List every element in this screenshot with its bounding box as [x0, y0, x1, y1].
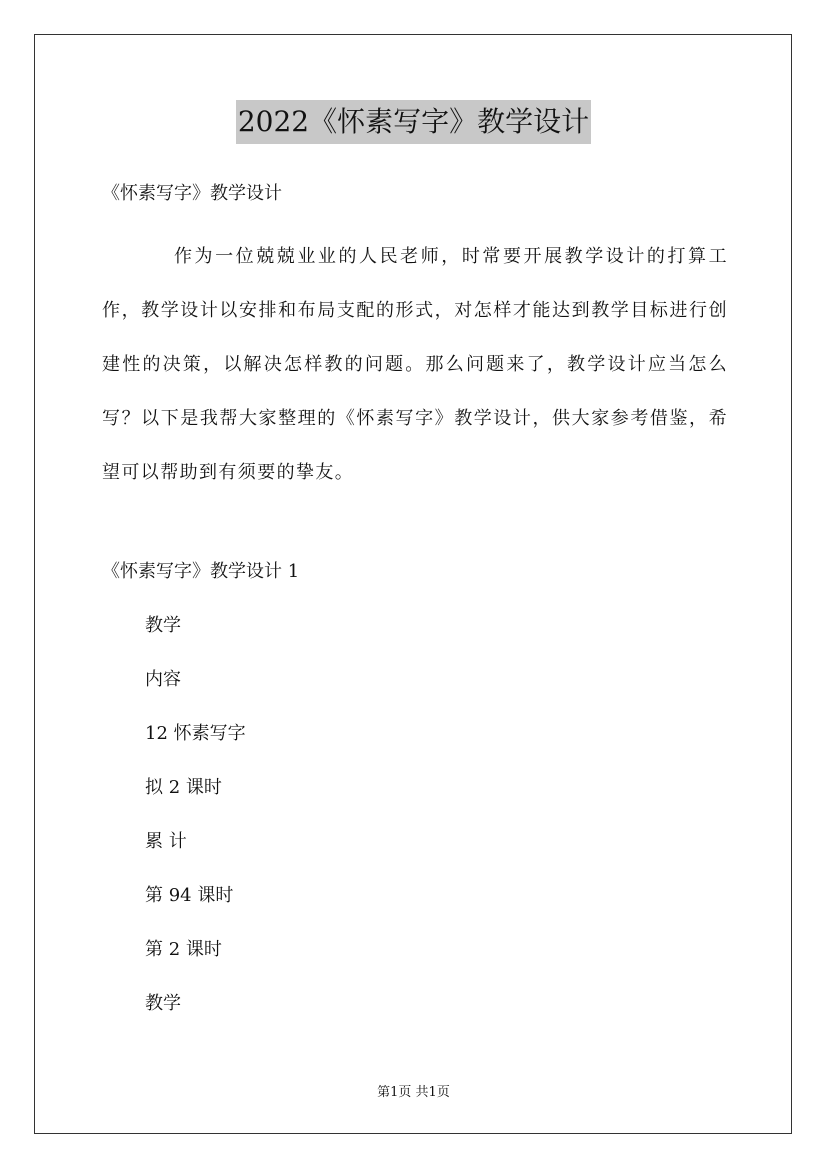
list-item: 教学 [145, 615, 181, 636]
list-item: 教学 [145, 993, 181, 1014]
list-item: 第 2 课时 [145, 939, 222, 960]
document-title-text: 2022《怀素写字》教学设计 [236, 100, 591, 144]
lesson-info-list [145, 612, 246, 1044]
list-item: 内容 [145, 669, 181, 690]
section-heading: 《怀素写字》教学设计 1 [102, 561, 300, 582]
intro-paragraph: 作为一位兢兢业业的人民老师，时常要开展教学设计的打算工作，教学设计以安排和布局支配的形式，对怎样才能达到教学目标进行创建性的决策，以解决怎样教的问题。那么问题来了，教学设计应当怎么写？以下是我帮大家整理的《怀素写字》教学设计，供大家参考借鉴，希望可以帮助到有须要的挚友。 [102, 246, 728, 483]
list-item: 拟 2 课时 [145, 777, 222, 798]
list-item: 第 94 课时 [145, 885, 234, 906]
list-item: 累 计 [145, 831, 187, 852]
page-footer: 第1页 共1页 [377, 1085, 450, 1100]
document-subtitle: 《怀素写字》教学设计 [102, 183, 282, 204]
document-title [0, 100, 827, 144]
list-item: 12 怀素写字 [145, 723, 246, 744]
